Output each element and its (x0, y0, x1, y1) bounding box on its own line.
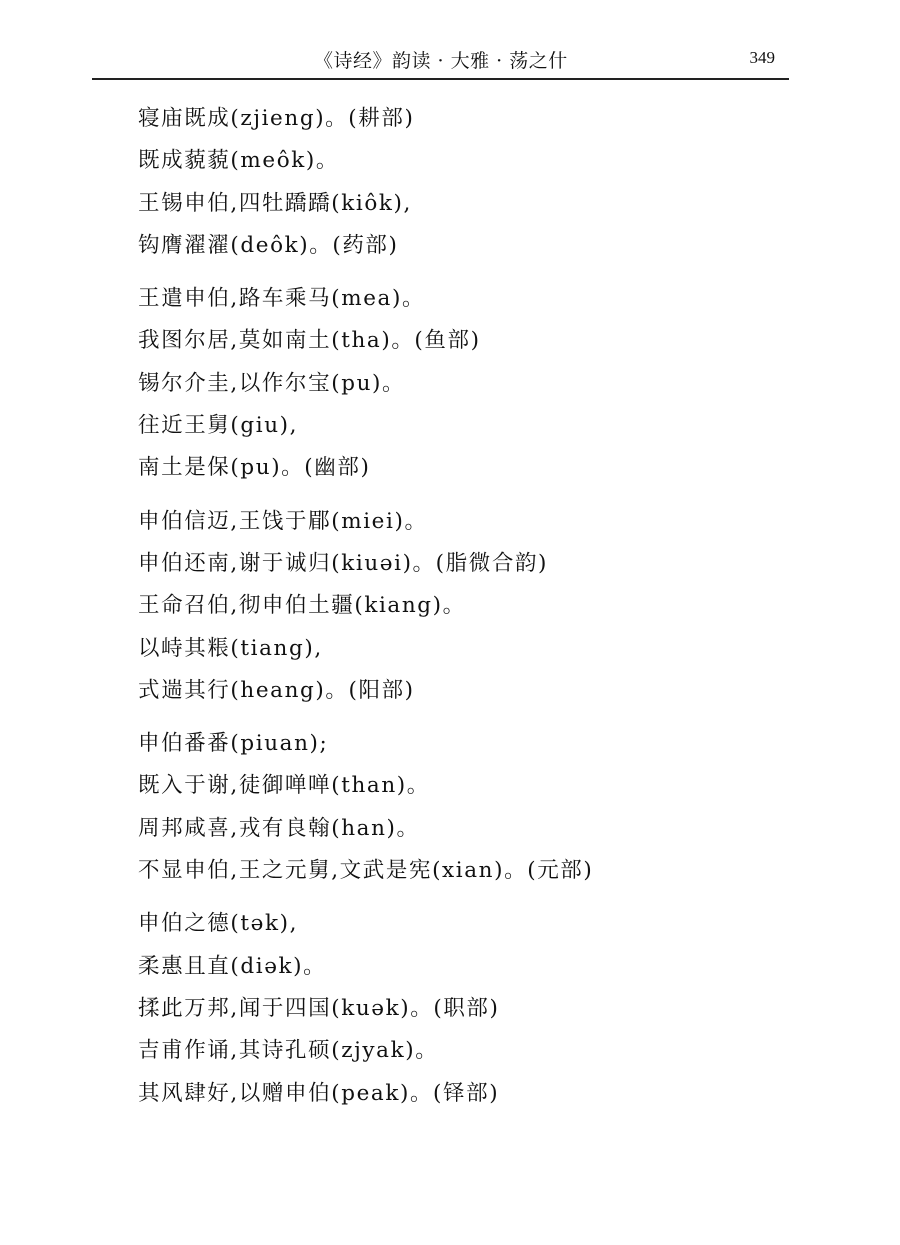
poem-line: 申伯信迈,王饯于郿(miei)。 (138, 508, 428, 534)
page-number: 349 (749, 48, 775, 67)
poem-line: 吉甫作诵,其诗孔硕(zjyak)。 (138, 1038, 439, 1064)
poem-line: 申伯还南,谢于诚归(kiuəi)。(脂微合韵) (138, 550, 549, 576)
poem-line: 既入于谢,徒御啴啴(than)。 (138, 773, 430, 799)
poem-line: 柔惠且直(diək)。 (138, 953, 327, 979)
page-header (92, 42, 789, 80)
poem-line: 王锡申伯,四牡蹻蹻(kiôk), (138, 190, 412, 216)
stanza-5 (138, 903, 798, 1114)
stanza-4 (138, 723, 798, 892)
poem-line: 王命召伯,彻申伯土疆(kiang)。 (138, 593, 466, 619)
poem-line: 往近王舅(giu), (138, 413, 299, 439)
poem-text (138, 98, 798, 1126)
poem-line: 王遣申伯,路车乘马(mea)。 (138, 286, 426, 312)
stanza-3 (138, 501, 798, 712)
stanza-2 (138, 278, 798, 489)
poem-line: 南土是保(pu)。(幽部) (138, 455, 371, 481)
poem-line: 寝庙既成(zjieng)。(耕部) (138, 106, 415, 131)
poem-line: 钩膺濯濯(deôk)。(药部) (138, 232, 399, 258)
poem-line: 揉此万邦,闻于四国(kuək)。(职部) (138, 995, 500, 1021)
poem-line: 式遄其行(heang)。(阳部) (138, 677, 415, 703)
poem-line: 既成藐藐(meôk)。 (138, 148, 339, 174)
poem-line: 以峙其粻(tiang), (138, 635, 323, 661)
poem-line: 我图尔居,莫如南土(tha)。(鱼部) (138, 328, 481, 354)
stanza-1 (138, 98, 798, 267)
poem-line: 其风肆好,以赠申伯(peak)。(铎部) (138, 1080, 500, 1106)
running-title: 《诗经》韵读 · 大雅 · 荡之什 (314, 50, 568, 72)
poem-line: 不显申伯,王之元舅,文武是宪(xian)。(元部) (138, 858, 594, 884)
poem-line: 锡尔介圭,以作尔宝(pu)。 (138, 370, 406, 396)
poem-line: 申伯之德(tək), (138, 911, 299, 937)
poem-line: 周邦咸喜,戎有良翰(han)。 (138, 815, 420, 841)
poem-line: 申伯番番(piuan); (138, 731, 329, 757)
